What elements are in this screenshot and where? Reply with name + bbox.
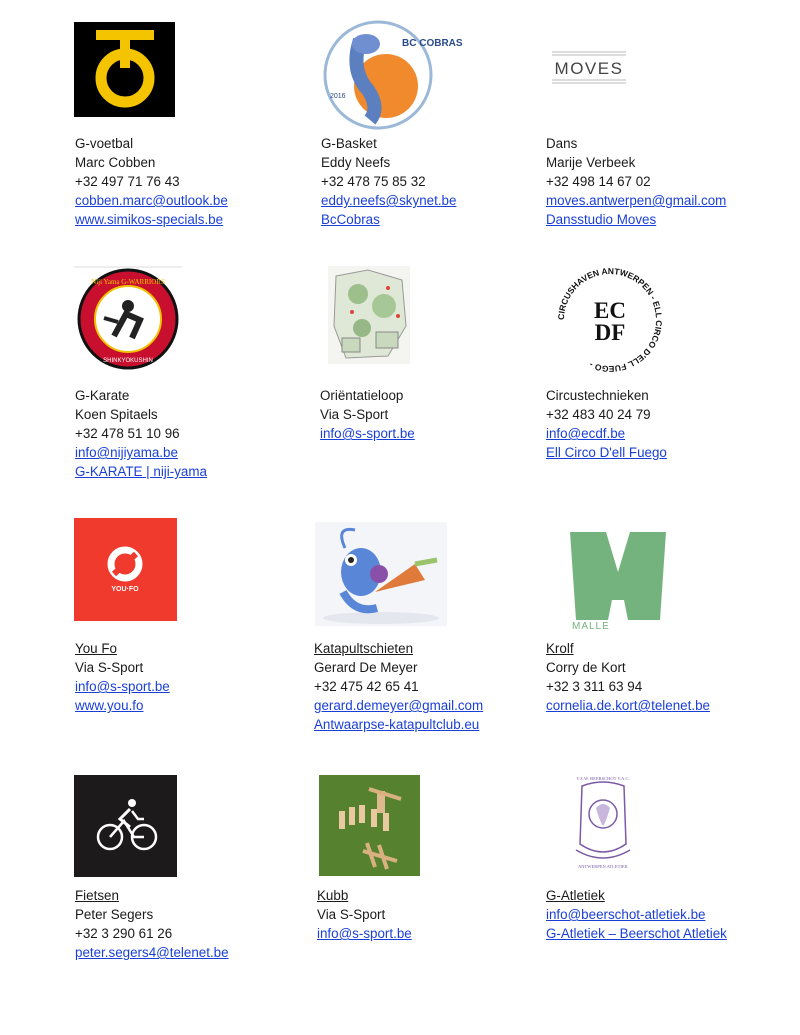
email-link[interactable]: info@ecdf.be — [546, 426, 626, 441]
entry-beerschot — [546, 886, 727, 943]
contact-name: Peter Segers — [75, 907, 154, 922]
sport-title: Katapultschieten — [314, 641, 414, 656]
svg-text:DF: DF — [594, 320, 626, 345]
entry-simikos — [75, 134, 228, 229]
entry-katapult — [314, 639, 483, 734]
phone-number: +32 475 42 65 41 — [314, 679, 419, 694]
website-link[interactable]: G-KARATE | niji-yama — [75, 464, 207, 479]
contact-name: Corry de Kort — [546, 660, 626, 675]
contact-name: Marc Cobben — [75, 155, 156, 170]
website-link[interactable]: Ell Circo D'ell Fuego — [546, 445, 667, 460]
sport-title: G-voetbal — [75, 136, 134, 151]
malle-logo — [566, 528, 670, 632]
niji-yama-logo-subtext: SHINKYOKUSHIN — [103, 358, 153, 364]
website-link[interactable]: BcCobras — [321, 212, 380, 227]
entry-kubb — [317, 886, 412, 943]
sport-title: You Fo — [75, 641, 117, 656]
park-map-image — [328, 266, 410, 364]
niji-yama-logo-text: Niji Yama G-WARRIORS — [91, 278, 165, 286]
website-link[interactable]: Dansstudio Moves — [546, 212, 657, 227]
email-link[interactable]: info@s-sport.be — [317, 926, 412, 941]
phone-number: +32 483 40 24 79 — [546, 407, 651, 422]
sport-title: Kubb — [317, 888, 349, 903]
website-link[interactable]: www.you.fo — [75, 698, 144, 713]
cycling-icon — [74, 775, 177, 877]
entry-moves — [546, 134, 726, 229]
phone-number: +32 3 290 61 26 — [75, 926, 173, 941]
beerschot-logo — [570, 772, 636, 876]
email-link[interactable]: info@s-sport.be — [75, 679, 170, 694]
phone-number: +32 497 71 76 43 — [75, 174, 180, 189]
sport-title: Circustechnieken — [546, 388, 649, 403]
ecdf-logo-text: ECDF — [555, 268, 558, 269]
phone-number: +32 498 14 67 02 — [546, 174, 651, 189]
sport-title: Oriëntatieloop — [320, 388, 404, 403]
email-link[interactable]: peter.segers4@telenet.be — [75, 945, 229, 960]
email-link[interactable]: moves.antwerpen@gmail.com — [546, 193, 727, 208]
katapult-image — [315, 522, 447, 626]
cobras-logo-year: 2016 — [330, 93, 346, 100]
cobras-logo-text: BC COBRAS — [402, 38, 463, 49]
moves-logo-text: MOVES — [554, 59, 624, 78]
entry-you-fo — [75, 639, 170, 715]
contact-name: Marije Verbeek — [546, 155, 636, 170]
sport-title: G-Basket — [321, 136, 377, 151]
phone-number: +32 3 311 63 94 — [546, 679, 643, 694]
website-link[interactable]: Antwaarpse-katapultclub.eu — [314, 717, 480, 732]
email-link[interactable]: info@nijiyama.be — [75, 445, 178, 460]
entry-orientatieloop — [320, 386, 415, 443]
ecdf-logo — [555, 268, 665, 372]
sport-title: Krolf — [546, 641, 574, 656]
beerschot-logo-subtext: ANTWERPEN ATLETIEK — [578, 864, 628, 869]
simikos-logo — [74, 22, 175, 117]
niji-yama-logo — [74, 266, 182, 370]
entry-bc-cobras — [321, 134, 456, 229]
svg-text:EC: EC — [594, 298, 626, 323]
email-link[interactable]: cobben.marc@outlook.be — [75, 193, 228, 208]
you-fo-logo — [74, 518, 177, 621]
website-link[interactable]: G-Atletiek – Beerschot Atletiek — [546, 926, 727, 941]
website-link[interactable]: www.simikos-specials.be — [75, 212, 224, 227]
entry-ecdf — [546, 386, 667, 462]
email-link[interactable]: cornelia.de.kort@telenet.be — [546, 698, 710, 713]
email-link[interactable]: info@beerschot-atletiek.be — [546, 907, 706, 922]
email-link[interactable]: eddy.neefs@skynet.be — [321, 193, 457, 208]
entry-niji-yama — [75, 386, 207, 481]
contact-name: Eddy Neefs — [321, 155, 391, 170]
kubb-image — [319, 775, 420, 876]
contact-name: Via S-Sport — [320, 407, 389, 422]
entry-krolf — [546, 639, 710, 715]
contact-name: Gerard De Meyer — [314, 660, 418, 675]
phone-number: +32 478 51 10 96 — [75, 426, 180, 441]
phone-number: +32 478 75 85 32 — [321, 174, 426, 189]
ecdf-ring-text: CIRCUSHAVEN ANTWERPEN - ELL CIRCO D'ELL FUEGO - — [555, 268, 665, 372]
you-fo-logo-text: YOU·FO — [111, 586, 139, 593]
sport-title: Fietsen — [75, 888, 119, 903]
email-link[interactable]: info@s-sport.be — [320, 426, 415, 441]
moves-logo — [550, 48, 628, 88]
email-link[interactable]: gerard.demeyer@gmail.com — [314, 698, 484, 713]
sport-title: Dans — [546, 136, 578, 151]
sport-title: G-Atletiek — [546, 888, 605, 903]
sport-title: G-Karate — [75, 388, 130, 403]
contact-name: Koen Spitaels — [75, 407, 158, 422]
beerschot-logo-text: V.Z.W. BEERSCHOT V.A.C. — [576, 776, 630, 781]
entry-fietsen — [75, 886, 229, 962]
contact-name: Via S-Sport — [317, 907, 386, 922]
contact-name: Via S-Sport — [75, 660, 144, 675]
malle-logo-text: MALLE — [572, 621, 610, 632]
bc-cobras-logo — [320, 20, 463, 130]
